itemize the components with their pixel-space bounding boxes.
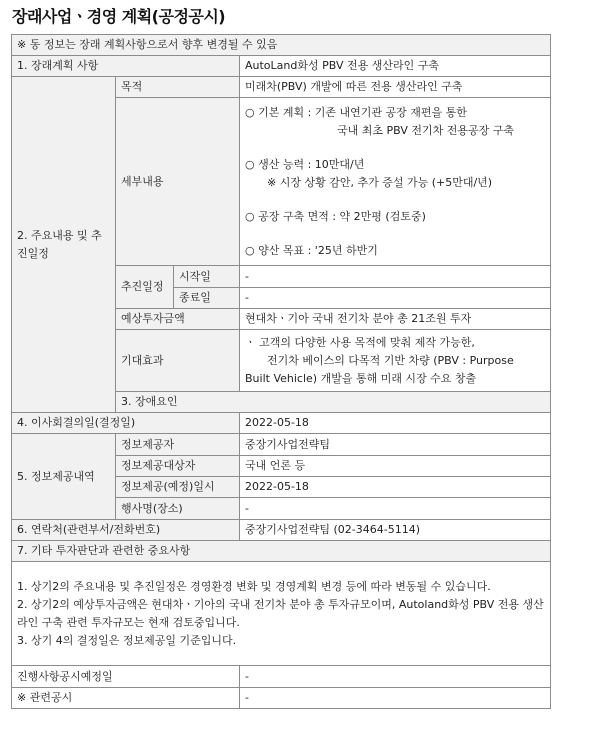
related-disclosure-label: ※ 관련공시 — [12, 688, 240, 709]
info-provision-label: 5. 정보제공내역 — [12, 434, 116, 520]
plan-label: 1. 장래계획 사항 — [12, 56, 240, 77]
details-line-capacity: ○ 생산 능력 : 10만대/년 — [245, 157, 365, 171]
other-notes — [12, 562, 551, 666]
note-3: 3. 상기 4의 결정일은 정보제공일 기준입니다. — [17, 633, 237, 647]
details-line-mass-production: ○ 양산 목표 : '25년 하반기 — [245, 243, 378, 257]
notice-text: ※ 동 정보는 장래 계획사항으로서 향후 변경될 수 있음 — [12, 35, 551, 56]
page-title: 장래사업ㆍ경영 계획(공정공시) — [12, 7, 226, 26]
main-content-label: 2. 주요내용 및 추진일정 — [12, 77, 116, 413]
contact-row — [12, 520, 551, 541]
progress-row — [12, 666, 551, 688]
purpose-label: 목적 — [116, 77, 240, 98]
end-date-value: - — [240, 288, 551, 309]
end-date-label: 종료일 — [174, 288, 240, 309]
related-row — [12, 688, 551, 709]
notice-row — [12, 35, 551, 56]
start-date-label: 시작일 — [174, 266, 240, 288]
other-matters-label: 7. 기타 투자판단과 관련한 중요사항 — [12, 541, 551, 562]
note-1: 1. 상기2의 주요내용 및 추진일정은 경영환경 변화 및 경영계획 변경 등에 따라 변동될 수 있습니다. — [17, 579, 491, 593]
progress-label: 진행사항공시예정일 — [12, 666, 240, 688]
provider-row — [12, 434, 551, 456]
plan-value: AutoLand화성 PBV 전용 생산라인 구축 — [240, 56, 551, 77]
effect-line-1: ㆍ 고객의 다양한 사용 목적에 맞춰 제작 가능한, — [245, 335, 475, 349]
board-date-label: 4. 이사회결의일(결정일) — [12, 413, 240, 434]
start-date-value: - — [240, 266, 551, 288]
other-header-row — [12, 541, 551, 562]
provider-label: 정보제공자 — [116, 434, 240, 456]
details-label: 세부내용 — [116, 98, 240, 266]
note-2: 2. 상기2의 예상투자금액은 현대차ㆍ기아의 국내 전기차 분야 총 투자규모이며, Autoland화성 PBV 전용 생산라인 구축 관련 투자규모는 현재 검토중입니다. — [17, 597, 544, 629]
plan-row — [12, 56, 551, 77]
event-value: - — [240, 498, 551, 520]
details-line-expansion: ※ 시장 상황 감안, 추가 증설 가능 (+5만대/년) — [267, 175, 493, 189]
purpose-row — [12, 77, 551, 98]
details-value — [240, 98, 551, 266]
effect-label: 기대효과 — [116, 330, 240, 392]
investment-value: 현대차ㆍ기아 국내 전기차 분야 총 21조원 투자 — [240, 309, 551, 330]
provision-date-label: 정보제공(예정)일시 — [116, 477, 240, 498]
event-label: 행사명(장소) — [116, 498, 240, 520]
provider-value: 중장기사업전략팀 — [240, 434, 551, 456]
schedule-label: 추진일정 — [116, 266, 174, 309]
contact-value: 중장기사업전략팀 (02-3464-5114) — [240, 520, 551, 541]
disclosure-table — [11, 34, 551, 709]
target-label: 정보제공대상자 — [116, 456, 240, 477]
details-line-area: ○ 공장 구축 면적 : 약 2만평 (검토중) — [245, 209, 426, 223]
details-line-basic-plan-cont: 국내 최초 PBV 전기차 전용공장 구축 — [337, 123, 514, 137]
board-date-row — [12, 413, 551, 434]
investment-label: 예상투자금액 — [116, 309, 240, 330]
purpose-value: 미래차(PBV) 개발에 따른 전용 생산라인 구축 — [240, 77, 551, 98]
progress-value: - — [240, 666, 551, 688]
obstacle-label: 3. 장애요인 — [116, 392, 551, 413]
effect-value — [240, 330, 551, 392]
effect-line-3: Built Vehicle) 개발을 통해 미래 시장 수요 창출 — [245, 371, 477, 385]
effect-line-2: 전기차 베이스의 다목적 기반 차량 (PBV : Purpose — [267, 353, 514, 367]
related-disclosure-value: - — [240, 688, 551, 709]
contact-label: 6. 연락처(관련부서/전화번호) — [12, 520, 240, 541]
other-notes-row — [12, 562, 551, 666]
provision-date-value: 2022-05-18 — [240, 477, 551, 498]
board-date-value: 2022-05-18 — [240, 413, 551, 434]
target-value: 국내 언론 등 — [240, 456, 551, 477]
details-line-basic-plan: ○ 기본 계획 : 기존 내연기관 공장 재편을 통한 — [245, 105, 467, 119]
